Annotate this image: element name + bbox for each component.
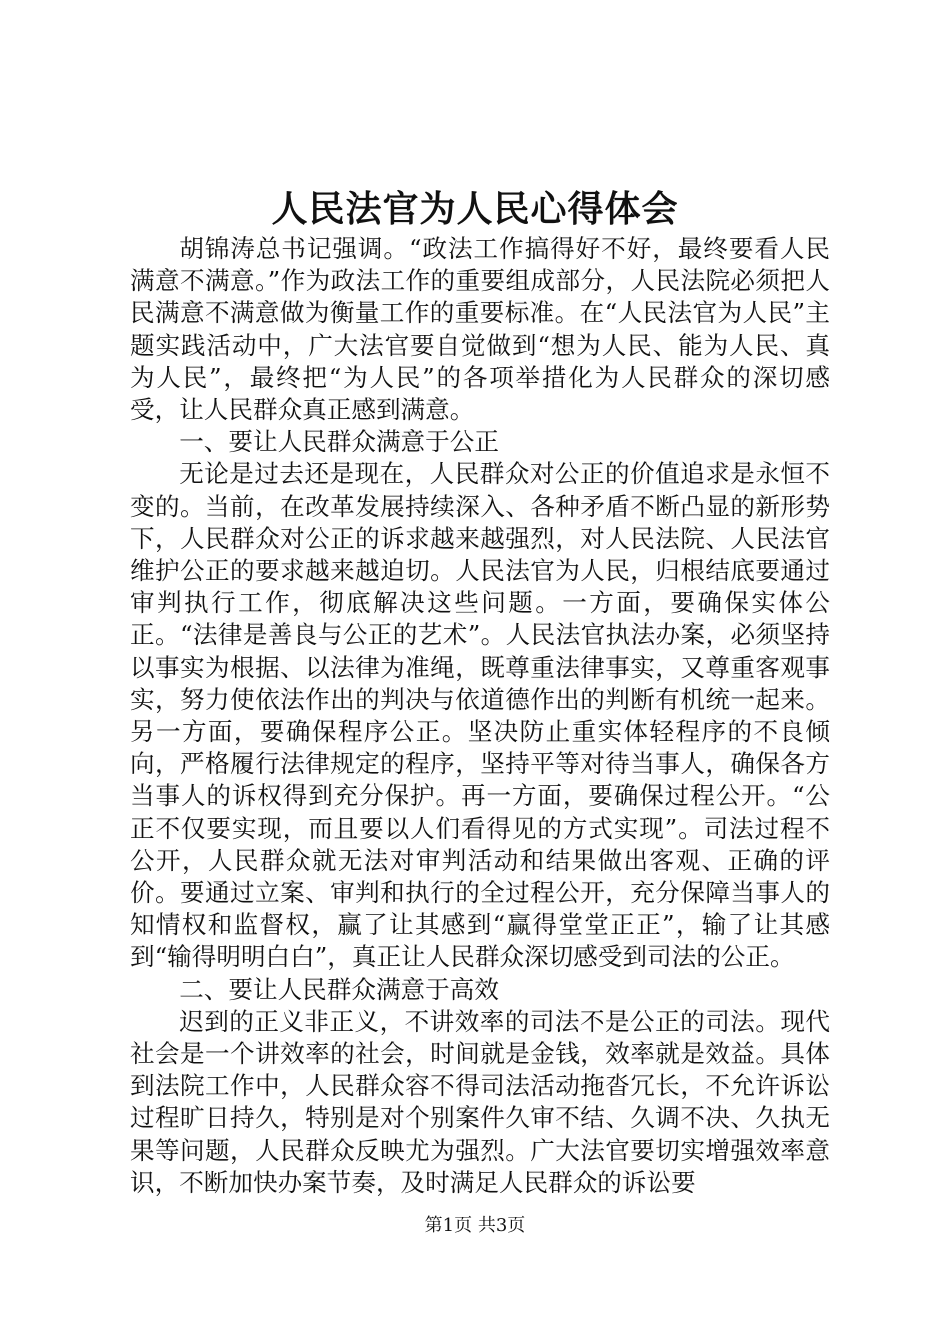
paragraph-section-2: 迟到的正义非正义，不讲效率的司法不是公正的司法。现代社会是一个讲效率的社会，时间就是金钱，效率就是效益。具体到法院工作中，人民群众容不得司法活动拖沓冗长，不允许诉讼过程旷日持久，特别是对个别案件久审不结、久调不决、久执无果等问题，人民群众反映尤为强烈。广大法官要切实增强效率意识，不断加快办案节奏，及时满足人民群众的诉讼要 — [130, 1006, 830, 1197]
page-footer: 第1页 共3页 — [424, 1215, 526, 1236]
paragraph-intro: 胡锦涛总书记强调。“政法工作搞得好不好，最终要看人民满意不满意。”作为政法工作的重要组成部分，人民法院必须把人民满意不满意做为衡量工作的重要标准。在“人民法官为人民”主题实践活动中，广大法官要自觉做到“想为人民、能为人民、真为人民”，最终把“为人民”的各项举措化为人民群众的深切感受，让人民群众真正感到满意。 — [130, 234, 830, 425]
paragraph-section-1: 无论是过去还是现在，人民群众对公正的价值追求是永恒不变的。当前，在改革发展持续深入、各种矛盾不断凸显的新形势下，人民群众对公正的诉求越来越强烈，对人民法院、人民法官维护公正的要求越来越迫切。人民法官为人民，归根结底要通过审判执行工作，彻底解决这些问题。一方面，要确保实体公正。“法律是善良与公正的艺术”。人民法官执法办案，必须坚持以事实为根据、以法律为准绳，既尊重法律事实，又尊重客观事实，努力使依法作出的判决与依道德作出的判断有机统一起来。另一方面，要确保程序公正。坚决防止重实体轻程序的不良倾向，严格履行法律规定的程序，坚持平等对待当事人，确保各方当事人的诉权得到充分保护。再一方面，要确保过程公开。“公正不仅要实现，而且要以人们看得见的方式实现”。司法过程不公开，人民群众就无法对审判活动和结果做出客观、正确的评价。要通过立案、审判和执行的全过程公开，充分保障当事人的知情权和监督权，赢了让其感到“赢得堂堂正正”，输了让其感到“输得明明白白”，真正让人民群众深切感受到司法的公正。 — [130, 459, 830, 972]
document-title: 人民法官为人民心得体会 — [271, 188, 679, 230]
document-body — [130, 233, 830, 1199]
section-heading-2: 二、要让人民群众满意于高效 — [179, 974, 499, 1004]
section-heading-1: 一、要让人民群众满意于公正 — [179, 427, 499, 457]
